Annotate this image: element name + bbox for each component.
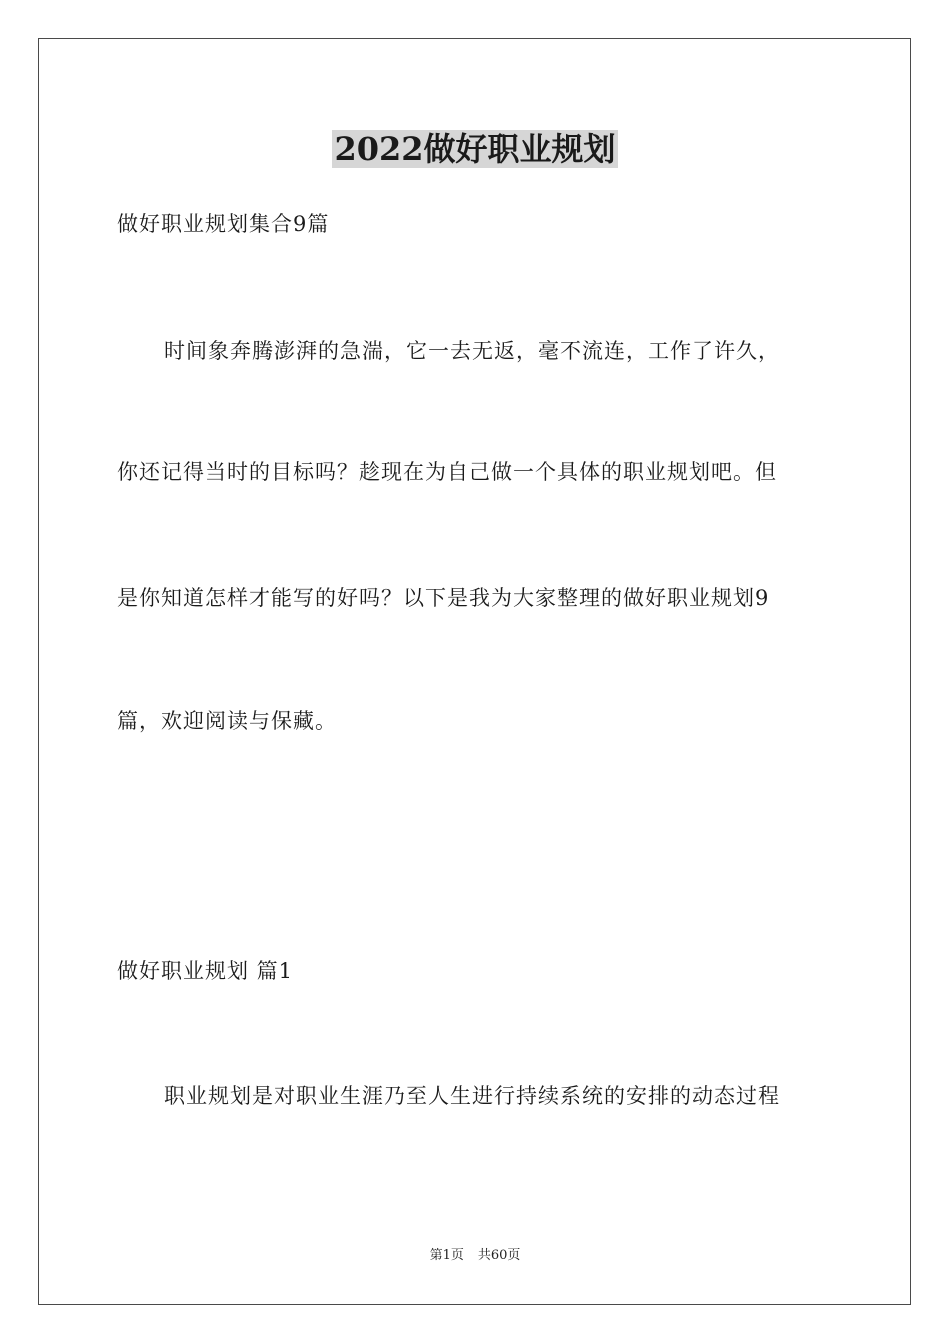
- section-paragraph-line: 职业规划是对职业生涯乃至人生进行持续系统的安排的动态过程: [164, 1084, 780, 1108]
- section-heading: 做好职业规划 篇1: [117, 959, 294, 983]
- document-title-text: 2022做好职业规划: [334, 130, 616, 168]
- page-number-total: 共60页: [477, 1248, 521, 1263]
- document-title: [0, 127, 950, 171]
- page-footer: [0, 1247, 950, 1265]
- page-number-current: 第1页: [429, 1248, 464, 1263]
- document-subtitle: 做好职业规划集合9篇: [117, 212, 330, 236]
- intro-line-4: 篇，欢迎阅读与保藏。: [117, 709, 337, 733]
- intro-line-3: 是你知道怎样才能写的好吗？以下是我为大家整理的做好职业规划9: [117, 586, 770, 610]
- intro-line-2: 你还记得当时的目标吗？趁现在为自己做一个具体的职业规划吧。但: [117, 460, 777, 484]
- intro-line-1: 时间象奔腾澎湃的急湍，它一去无返，毫不流连，工作了许久，: [164, 339, 780, 363]
